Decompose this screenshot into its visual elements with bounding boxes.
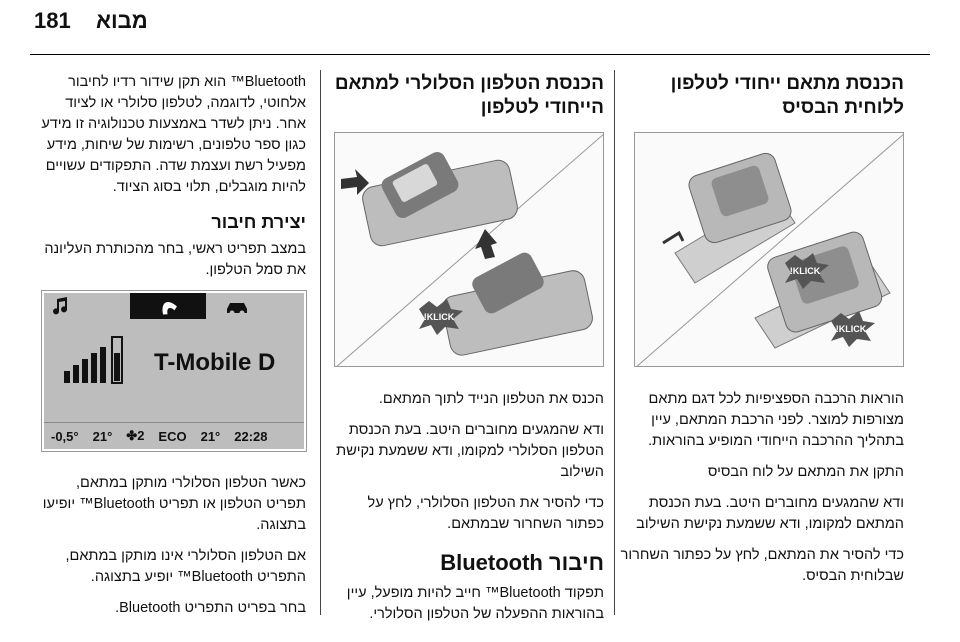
- temp-right: 21°: [200, 428, 221, 444]
- instruction-text: כאשר הטלפון הסלולרי מותקן במתאם, תפריט הטלפון או תפריט Bluetooth™ יופיעו בתצוגה.: [42, 475, 306, 533]
- clock: 22:28: [234, 428, 268, 444]
- instruction-text: ודא שהמגעים מחוברים היטב. בעת הכנסת המתאם למקומו, ודא ששמעת נקישת השילוב: [636, 495, 904, 532]
- instruction-text: כדי להסיר את המתאם, לחץ על כפתור השחרור שבלוחית הבסיס.: [620, 547, 904, 584]
- column-bluetooth: [40, 72, 306, 629]
- instruction-text: הוראות הרכבה הספציפיות לכל דגם מתאם מצורפות למוצר. לפני הרכבת המתאם, עיין בתהליך ההרכבה הייחודי המופיע בהוראות.: [648, 391, 904, 449]
- bluetooth-intro-text: Bluetooth™ הוא תקן שידור רדיו לחיבור אלחוטי, לדוגמה, לטלפון סלולרי או לציוד אחר. ניתן לשדר באמצעות טכנולוגיה זו מידע כגון ספר טלפונים, רשימות של שיחות, מידע מפעיל רשת ועצמת שדה. התפקודים עשויים להיות מוגבלים, תלוי בסוג הציוד.: [41, 74, 306, 195]
- fan-level: 2: [137, 428, 145, 443]
- instruction-text: הכנס את הטלפון הנייד לתוך המתאם.: [378, 391, 604, 407]
- page-title: מבוא: [96, 8, 148, 33]
- illustration-svg: [335, 133, 604, 367]
- fan-icon: ✤2: [126, 428, 145, 443]
- column-adapter-base: [620, 72, 904, 597]
- signal-strength-icon: [62, 333, 142, 393]
- network-name: T-Mobile D: [154, 349, 276, 376]
- phone-upper: [341, 149, 520, 248]
- display-top-bar: [44, 293, 304, 319]
- illustration-svg: [635, 133, 904, 367]
- phone-handset-icon: [130, 293, 206, 319]
- instruction-text: תפקוד Bluetooth™ חייב להיות מופעל, עיין בהוראות ההפעלה של הטלפון הסלולרי.: [346, 585, 604, 622]
- section-heading: יצירת חיבור: [211, 212, 306, 232]
- instruction-text: אם הטלפון הסלולרי אינו מותקן במתאם, התפריט Bluetooth™ יופיע בתצוגה.: [65, 548, 306, 585]
- klick-label: KLICK!: [789, 266, 821, 276]
- display-status-bar: [44, 422, 304, 449]
- infotainment-display: [42, 291, 306, 451]
- instruction-text: כדי להסיר את הטלפון הסלולרי, לחץ על כפתור השחרור שבמתאם.: [367, 495, 604, 532]
- music-note-icon: [50, 295, 72, 317]
- phone-lower: [440, 229, 594, 357]
- temp-left: 21°: [92, 428, 113, 444]
- section-heading: הכנסת הטלפון הסלולרי למתאם הייחודי לטלפון: [334, 73, 604, 118]
- klick-label: KLICK!: [835, 324, 867, 334]
- klick-burst: [831, 311, 875, 347]
- klick-label: KLICK!: [423, 312, 455, 322]
- column-divider: [320, 70, 321, 615]
- column-divider: [614, 70, 615, 615]
- adapter-base-illustration: [634, 132, 904, 367]
- eco-label: ECO: [158, 428, 187, 444]
- phone-tab[interactable]: [130, 293, 206, 319]
- adapter-lower: [755, 230, 890, 348]
- instruction-text: בחר בפריט התפריט Bluetooth.: [115, 600, 306, 616]
- instruction-text: התקן את המתאם על לוח הבסיס: [707, 464, 904, 480]
- phone-adapter-illustration: [334, 132, 604, 367]
- page-number: 181: [34, 8, 71, 33]
- outside-temp: -0,5°: [51, 428, 79, 444]
- header-rule: [30, 54, 930, 55]
- instruction-text: במצב תפריט ראשי, בחר מהכותרת העליונה את סמל הטלפון.: [44, 241, 306, 278]
- instruction-text: ודא שהמגעים מחוברים היטב. בעת הכנסת הטלפון הסלולרי למקומו, ודא ששמעת נקישת השילוב: [336, 422, 604, 480]
- bluetooth-heading: חיבור Bluetooth: [440, 550, 604, 575]
- column-phone-adapter: [334, 72, 604, 635]
- car-icon: [224, 295, 250, 317]
- section-heading: הכנסת מתאם ייחודי לטלפון ללוחית הבסיס: [670, 73, 904, 118]
